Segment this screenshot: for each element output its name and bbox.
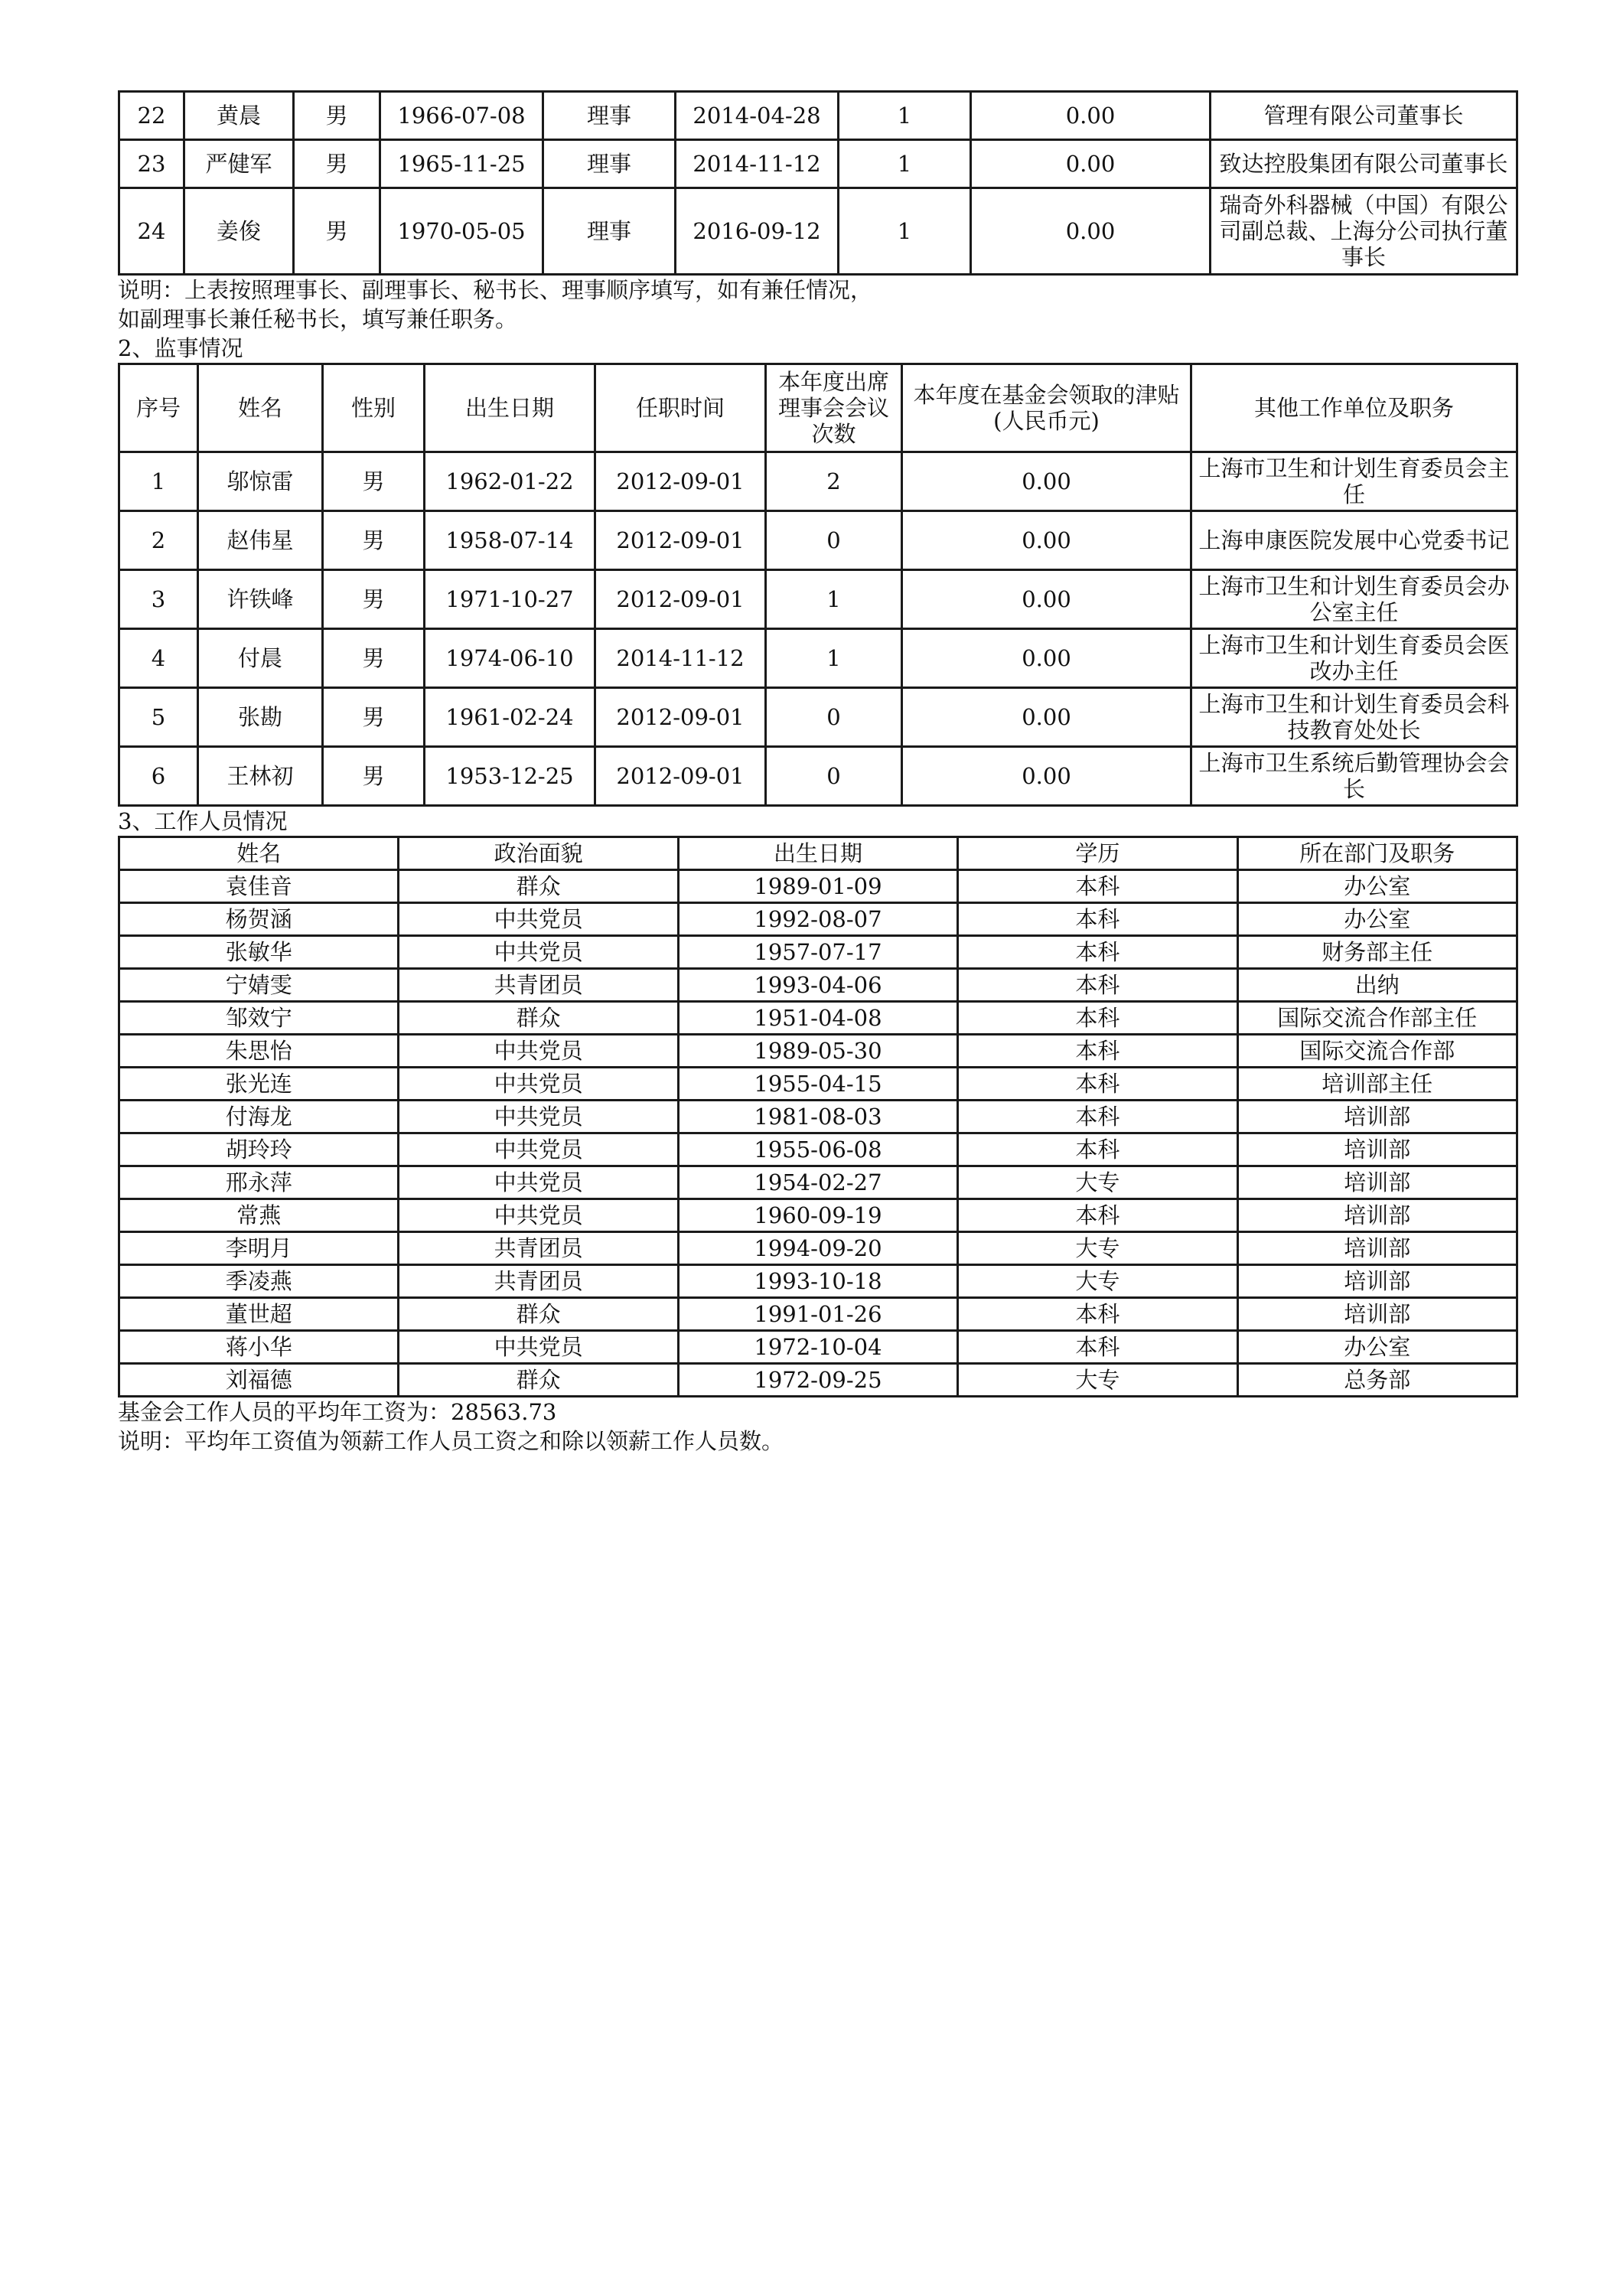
other-position: 上海市卫生和计划生育委员会科技教育处处长: [1192, 689, 1516, 745]
header-name: 姓名: [120, 838, 397, 869]
member-birth-date: 1966-07-08: [381, 93, 542, 139]
political-status: 中共党员: [399, 1167, 676, 1198]
member-appointment-date: 2014-04-28: [676, 93, 837, 139]
political-status: 中共党员: [399, 1035, 676, 1066]
staff-name: 张敏华: [120, 937, 397, 967]
staff-birth-date: 1957-07-17: [680, 937, 957, 967]
row-number: 3: [120, 571, 197, 628]
staff-birth-date: 1951-04-08: [680, 1003, 957, 1033]
staff-name: 邹效宁: [120, 1003, 397, 1033]
department-position: 财务部主任: [1239, 937, 1516, 967]
table-row: [120, 1233, 1516, 1264]
supervisor-birth-date: 1974-06-10: [425, 630, 594, 687]
department-position: 办公室: [1239, 871, 1516, 902]
staff-section-title: 3、工作人员情况: [118, 808, 288, 834]
staff-birth-date: 1954-02-27: [680, 1167, 957, 1198]
education-level: 本科: [959, 1200, 1236, 1231]
header-name: 姓名: [199, 365, 321, 451]
staff-birth-date: 1972-10-04: [680, 1332, 957, 1362]
supervisor-sex: 男: [324, 630, 423, 687]
staff-name: 朱思怡: [120, 1035, 397, 1066]
staff-name: 袁佳音: [120, 871, 397, 902]
member-appointment-date: 2014-11-12: [676, 141, 837, 187]
supervisor-birth-date: 1962-01-22: [425, 453, 594, 510]
table-row: [120, 748, 1516, 804]
supervisor-sex: 男: [324, 571, 423, 628]
table-row: [120, 1003, 1516, 1033]
staff-birth-date: 1981-08-03: [680, 1101, 957, 1132]
row-number: 5: [120, 689, 197, 745]
header-number: 序号: [120, 365, 197, 451]
supervisor-appointment-date: 2012-09-01: [596, 453, 764, 510]
table-row: [120, 1068, 1516, 1099]
member-role: 理事: [544, 141, 674, 187]
department-position: 国际交流合作部主任: [1239, 1003, 1516, 1033]
staff-table: [118, 836, 1518, 1397]
supervisor-appointment-date: 2014-11-12: [596, 630, 764, 687]
other-position: 上海市卫生和计划生育委员会办公室主任: [1192, 571, 1516, 628]
staff-name: 常燕: [120, 1200, 397, 1231]
supervisor-appointment-date: 2012-09-01: [596, 689, 764, 745]
row-number: 6: [120, 748, 197, 804]
table-row: [120, 1035, 1516, 1066]
member-appointment-date: 2016-09-12: [676, 189, 837, 273]
table-row: [120, 453, 1516, 510]
supervisors-section-title: 2、监事情况: [118, 335, 243, 361]
supervisor-name: 王林初: [199, 748, 321, 804]
header-education: 学历: [959, 838, 1236, 869]
staff-name: 李明月: [120, 1233, 397, 1264]
board-note-line-2: 如副理事长兼任秘书长，填写兼任职务。: [118, 306, 518, 332]
education-level: 大专: [959, 1233, 1236, 1264]
staff-name: 杨贺涵: [120, 904, 397, 934]
political-status: 中共党员: [399, 1068, 676, 1099]
political-status: 共青团员: [399, 970, 676, 1000]
supervisor-birth-date: 1953-12-25: [425, 748, 594, 804]
allowance-amount: 0.00: [903, 453, 1190, 510]
political-status: 群众: [399, 1299, 676, 1329]
member-sex: 男: [295, 93, 379, 139]
department-position: 培训部: [1239, 1266, 1516, 1296]
staff-birth-date: 1972-09-25: [680, 1365, 957, 1395]
staff-birth-date: 1993-10-18: [680, 1266, 957, 1296]
staff-name: 宁婧雯: [120, 970, 397, 1000]
other-position: 上海市卫生系统后勤管理协会会长: [1192, 748, 1516, 804]
meeting-attendance: 0: [767, 689, 901, 745]
education-level: 大专: [959, 1266, 1236, 1296]
meeting-attendance: 0: [767, 748, 901, 804]
other-position: 上海申康医院发展中心党委书记: [1192, 512, 1516, 569]
staff-name: 董世超: [120, 1299, 397, 1329]
political-status: 中共党员: [399, 1200, 676, 1231]
table-row: [120, 689, 1516, 745]
table-row: [120, 1167, 1516, 1198]
header-other-position: 其他工作单位及职务: [1192, 365, 1516, 451]
member-birth-date: 1970-05-05: [381, 189, 542, 273]
table-row: [120, 1101, 1516, 1132]
education-level: 本科: [959, 1299, 1236, 1329]
supervisor-sex: 男: [324, 748, 423, 804]
supervisor-name: 邬惊雷: [199, 453, 321, 510]
department-position: 出纳: [1239, 970, 1516, 1000]
table-row: [120, 630, 1516, 687]
other-position: 致达控股集团有限公司董事长: [1211, 141, 1516, 187]
staff-birth-date: 1960-09-19: [680, 1200, 957, 1231]
member-name: 姜俊: [185, 189, 292, 273]
header-allowance: 本年度在基金会领取的津贴(人民币元): [903, 365, 1190, 451]
political-status: 群众: [399, 1365, 676, 1395]
department-position: 办公室: [1239, 904, 1516, 934]
education-level: 本科: [959, 1068, 1236, 1099]
allowance-amount: 0.00: [903, 630, 1190, 687]
education-level: 本科: [959, 904, 1236, 934]
political-status: 共青团员: [399, 1233, 676, 1264]
member-name: 黄晨: [185, 93, 292, 139]
allowance-amount: 0.00: [972, 189, 1209, 273]
meeting-attendance: 0: [767, 512, 901, 569]
department-position: 培训部: [1239, 1167, 1516, 1198]
meeting-attendance: 1: [767, 571, 901, 628]
staff-birth-date: 1993-04-06: [680, 970, 957, 1000]
table-row: [120, 937, 1516, 967]
board-members-table: [118, 90, 1518, 276]
table-row: [120, 189, 1516, 273]
supervisor-sex: 男: [324, 512, 423, 569]
table-row: [120, 904, 1516, 934]
member-role: 理事: [544, 189, 674, 273]
board-note-line-1: 说明：上表按照理事长、副理事长、秘书长、理事顺序填写，如有兼任情况，: [118, 277, 873, 303]
staff-birth-date: 1994-09-20: [680, 1233, 957, 1264]
education-level: 本科: [959, 1134, 1236, 1165]
header-birth-date: 出生日期: [680, 838, 957, 869]
staff-birth-date: 1955-04-15: [680, 1068, 957, 1099]
education-level: 本科: [959, 1101, 1236, 1132]
row-number: 24: [120, 189, 183, 273]
political-status: 群众: [399, 871, 676, 902]
header-sex: 性别: [324, 365, 423, 451]
education-level: 本科: [959, 937, 1236, 967]
staff-birth-date: 1955-06-08: [680, 1134, 957, 1165]
allowance-amount: 0.00: [903, 571, 1190, 628]
row-number: 23: [120, 141, 183, 187]
other-position: 上海市卫生和计划生育委员会医改办主任: [1192, 630, 1516, 687]
table-row: [120, 970, 1516, 1000]
education-level: 本科: [959, 871, 1236, 902]
supervisor-birth-date: 1958-07-14: [425, 512, 594, 569]
header-political-status: 政治面貌: [399, 838, 676, 869]
meeting-attendance: 1: [839, 93, 970, 139]
table-row: [120, 1134, 1516, 1165]
political-status: 中共党员: [399, 1332, 676, 1362]
staff-name: 季凌燕: [120, 1266, 397, 1296]
staff-name: 胡玲玲: [120, 1134, 397, 1165]
staff-name: 邢永萍: [120, 1167, 397, 1198]
table-row: [120, 571, 1516, 628]
table-header-row: [120, 838, 1516, 869]
supervisor-name: 赵伟星: [199, 512, 321, 569]
staff-name: 张光连: [120, 1068, 397, 1099]
member-sex: 男: [295, 189, 379, 273]
supervisor-name: 许铁峰: [199, 571, 321, 628]
department-position: 国际交流合作部: [1239, 1035, 1516, 1066]
table-row: [120, 1266, 1516, 1296]
document-page: [118, 90, 1518, 1456]
row-number: 1: [120, 453, 197, 510]
supervisor-name: 付晨: [199, 630, 321, 687]
table-row: [120, 1332, 1516, 1362]
allowance-amount: 0.00: [903, 748, 1190, 804]
political-status: 中共党员: [399, 904, 676, 934]
other-position: 瑞奇外科器械（中国）有限公司副总裁、上海分公司执行董事长: [1211, 189, 1516, 273]
staff-birth-date: 1989-05-30: [680, 1035, 957, 1066]
education-level: 大专: [959, 1167, 1236, 1198]
meeting-attendance: 2: [767, 453, 901, 510]
supervisor-appointment-date: 2012-09-01: [596, 571, 764, 628]
staff-birth-date: 1991-01-26: [680, 1299, 957, 1329]
row-number: 2: [120, 512, 197, 569]
allowance-amount: 0.00: [903, 512, 1190, 569]
table-row: [120, 871, 1516, 902]
average-salary-line: 基金会工作人员的平均年工资为：28563.73: [118, 1399, 557, 1425]
political-status: 共青团员: [399, 1266, 676, 1296]
education-level: 本科: [959, 970, 1236, 1000]
table-row: [120, 1299, 1516, 1329]
political-status: 中共党员: [399, 1134, 676, 1165]
staff-birth-date: 1989-01-09: [680, 871, 957, 902]
other-position: 上海市卫生和计划生育委员会主任: [1192, 453, 1516, 510]
header-appointment-date: 任职时间: [596, 365, 764, 451]
department-position: 培训部: [1239, 1299, 1516, 1329]
supervisor-sex: 男: [324, 689, 423, 745]
political-status: 群众: [399, 1003, 676, 1033]
salary-note: 说明：平均年工资值为领薪工作人员工资之和除以领薪工作人员数。: [118, 1428, 784, 1454]
department-position: 总务部: [1239, 1365, 1516, 1395]
member-role: 理事: [544, 93, 674, 139]
education-level: 本科: [959, 1003, 1236, 1033]
meeting-attendance: 1: [767, 630, 901, 687]
department-position: 培训部: [1239, 1134, 1516, 1165]
political-status: 中共党员: [399, 937, 676, 967]
table-row: [120, 93, 1516, 139]
member-name: 严健军: [185, 141, 292, 187]
supervisor-appointment-date: 2012-09-01: [596, 748, 764, 804]
row-number: 22: [120, 93, 183, 139]
education-level: 本科: [959, 1035, 1236, 1066]
meeting-attendance: 1: [839, 189, 970, 273]
supervisor-birth-date: 1961-02-24: [425, 689, 594, 745]
department-position: 办公室: [1239, 1332, 1516, 1362]
staff-name: 刘福德: [120, 1365, 397, 1395]
department-position: 培训部主任: [1239, 1068, 1516, 1099]
staff-table-body: [120, 871, 1516, 1395]
table-row: [120, 141, 1516, 187]
header-department: 所在部门及职务: [1239, 838, 1516, 869]
member-sex: 男: [295, 141, 379, 187]
table-row: [120, 1200, 1516, 1231]
allowance-amount: 0.00: [972, 141, 1209, 187]
allowance-amount: 0.00: [903, 689, 1190, 745]
education-level: 大专: [959, 1365, 1236, 1395]
staff-name: 付海龙: [120, 1101, 397, 1132]
other-position: 管理有限公司董事长: [1211, 93, 1516, 139]
education-level: 本科: [959, 1332, 1236, 1362]
supervisor-name: 张勘: [199, 689, 321, 745]
supervisor-sex: 男: [324, 453, 423, 510]
header-meeting-attendance: 本年度出席理事会会议次数: [767, 365, 901, 451]
department-position: 培训部: [1239, 1101, 1516, 1132]
table-row: [120, 1365, 1516, 1395]
table-row: [120, 512, 1516, 569]
staff-birth-date: 1992-08-07: [680, 904, 957, 934]
row-number: 4: [120, 630, 197, 687]
department-position: 培训部: [1239, 1200, 1516, 1231]
department-position: 培训部: [1239, 1233, 1516, 1264]
staff-name: 蒋小华: [120, 1332, 397, 1362]
meeting-attendance: 1: [839, 141, 970, 187]
header-birth-date: 出生日期: [425, 365, 594, 451]
supervisors-table: [118, 363, 1518, 807]
supervisor-appointment-date: 2012-09-01: [596, 512, 764, 569]
allowance-amount: 0.00: [972, 93, 1209, 139]
table-header-row: [120, 365, 1516, 451]
political-status: 中共党员: [399, 1101, 676, 1132]
supervisor-birth-date: 1971-10-27: [425, 571, 594, 628]
member-birth-date: 1965-11-25: [381, 141, 542, 187]
